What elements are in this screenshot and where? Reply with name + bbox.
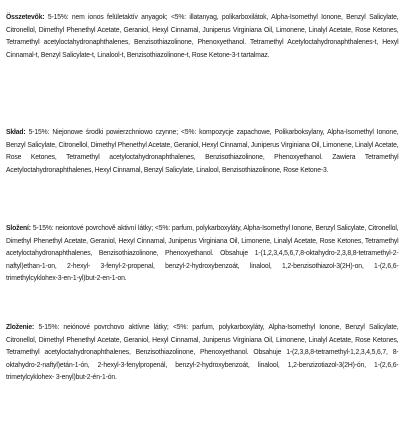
section-text-czech: 5-15%: neiontové povrchově aktivní látky; <5%: parfum, polykarboxyláty, Alpha-Isomethyl Ionone, Benzyl Salicylate, Citronellol, Dimethyl Phenethyl Acetate, Geraniol, Hexyl Cinnamal, Juniperus Virginiana Oil, Limonene, Linalyl Acetate, Rose Ketones, Tetramethyl acetyloctahydronaphthalenes, Benzisothiazolinone, Phenoxyethanol. Obsahuje 1-(1,2,3,4,5,6,7,8-oktahydro-2,3,8,8-tetramethyl-2-naftyl)ethan-1-on, 2-hexyl- 3-fenyl-2-propenal, benzyl-2-hydroxybenzoát, linalool, 1,2-benzisothiazol-3(2H)-on, 1-(2,6,6-trimethylcyklohex-3-en-1-yl)but-2-en-1-on.: [6, 223, 399, 283]
section-text-polish: 5-15%: Niejonowe środki powierzchniowo czynne; <5%: kompozycje zapachowe, Polikarboksylany, Alpha-Isomethyl Ionone, Benzyl Salicylate, Citronellol, Dimethyl Phenethyl Acetate, Geraniol, Hexyl Cinnamal, Juniperus Virginiana Oil, Limonene, Linalyl Acetate, Rose Ketones, Tetramethyl acetyloctahydronaphthalenes, Benzisothiazolinone, Phenoxyethanol. Zawiera Tetramethyl Acetyloctahydronaphthalenes, Hexyl Cinnamal, Benzyl Salicylate, Linalool, Benzisothiazolinone, Rose Ketone-3.: [6, 127, 399, 174]
section-text-slovak: 5-15%: neiónové povrchovo aktívne látky; <5%: parfum, polykarboxyláty, Alpha-Isomethyl Ionone, Benzyl Salicylate, Citronellol, Dimethyl Phenethyl Acetate, Geraniol, Hexyl Cinnamal, Juniperus Virginiana Oil, Limonene, Linalyl Acetate, Rose Ketones, Tetramethyl acetyloctahydronaphthalenes, Benzisothiazolinone, Phenoxyethanol. Obsahuje 1-(2,3,8,8-tetramethyl-1,2,3,4,5,6,7, 8-oktahydro-2-naftyl)etán-1-ón, 2-hexyl-3-fenylpropenál, benzyl-2-hydroxybenzoát, linalool, 1,2-benzizotiazol-3(2H)-ón, 1-(2,6,6-trimetylcyklohex- 3-enyl)but-2-én-1-ón.: [6, 322, 399, 382]
section-label-hungarian: Összetevők:: [6, 12, 45, 21]
ingredients-slovak: [6, 321, 398, 384]
ingredients-czech: [6, 222, 398, 285]
section-label-polish: Skład:: [6, 127, 26, 136]
section-text-hungarian: 5-15%: nem ionos felületaktív anyagok; <5%: illatanyag, polikarboxilátok, Alpha-Isomethyl Ionone, Benzyl Salicylate, Citronellol, Dimethyl Phenethyl Acetate, Geraniol, Hexyl Cinnamal, Juniperus Virginiana Oil, Limonene, Linalyl Acetate, Rose Ketones, Tetramethyl acetyloctahydronaphthalenes, Benzisothiazolinone, Phenoxyethanol. Tetramethyl Acetyloctahydronaphthalenes-t, Hexyl Cinnamal-t, Benzyl Salicylate-t, Linalool-t, Benzisothiazolinone-t, Rose Ketone-3-t tartalmaz.: [6, 12, 399, 59]
section-label-czech: Složení:: [6, 223, 31, 232]
section-label-slovak: Zloženie:: [6, 322, 35, 331]
ingredients-polish: [6, 126, 398, 176]
ingredients-hungarian: [6, 11, 398, 61]
